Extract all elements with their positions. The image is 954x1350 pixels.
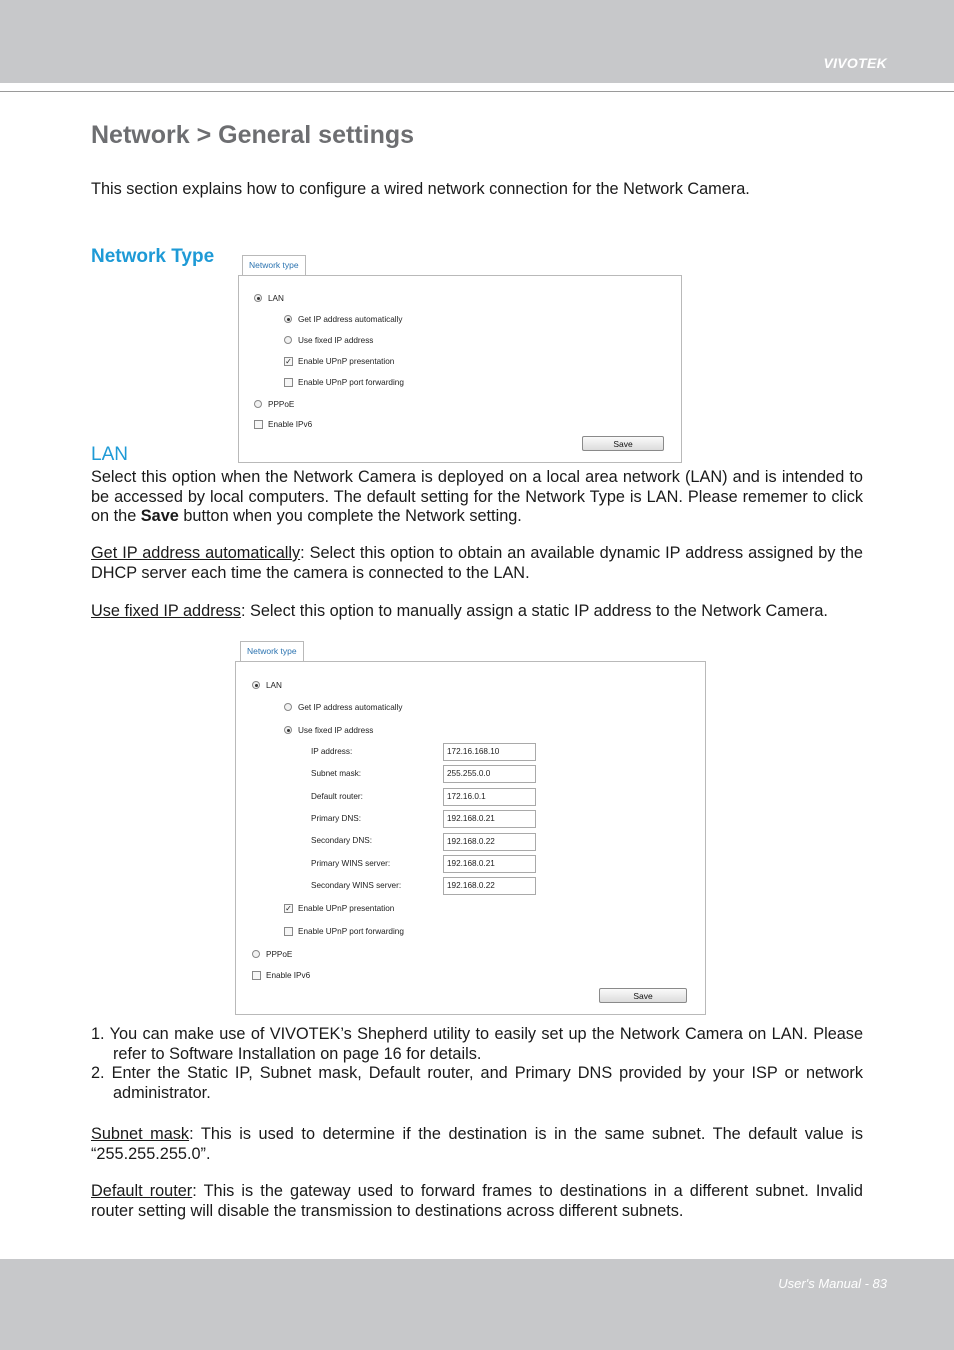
- subnet-mask-input[interactable]: 255.255.0.0: [443, 765, 536, 783]
- primary-wins-input[interactable]: 192.168.0.21: [443, 855, 536, 873]
- default-router-input[interactable]: 172.16.0.1: [443, 788, 536, 806]
- network-type-panel-fixed-ip: LAN Get IP address automatically Use fixed IP address IP address: 172.16.168.10 Subnet mask: 255.255.0.0 Default router: 172.16.0.1 Primary DNS: 192.168.0.21 Secondary DNS: 192.168.0.22 Primary WINS server: 192.168.0.21 Secondary WINS server: 192.168.0.22 ✓ Enable UPnP presentation Enable UPnP port forwarding PPPoE Enable IPv6 Save: [235, 661, 706, 1015]
- lan-paragraph: Select this option when the Network Camera is deployed on a local area network (LAN) and is intended to be accessed by local computers. The default setting for the Network Type is LAN. Please rememer to click on the Save button when you complete the Network setting.: [91, 468, 863, 525]
- section-heading-network-type: Network Type: [91, 246, 215, 267]
- page-number: User's Manual - 83: [778, 1276, 887, 1291]
- lan-radio[interactable]: [254, 294, 262, 302]
- ipv6-checkbox[interactable]: [254, 420, 263, 429]
- page-title: Network > General settings: [91, 121, 415, 149]
- use-fixed-ip-radio[interactable]: [284, 336, 292, 344]
- pppoe-radio[interactable]: [252, 950, 260, 958]
- upnp-presentation-checkbox[interactable]: ✓: [285, 357, 292, 366]
- primary-wins-label: Primary WINS server:: [311, 859, 391, 868]
- network-type-panel: LAN Get IP address automatically Use fixed IP address ✓ Enable UPnP presentation Enable UPnP port forwarding PPPoE Enable IPv6 Save: [238, 275, 682, 463]
- primary-dns-label: Primary DNS:: [311, 814, 362, 823]
- get-ip-auto-radio[interactable]: [284, 315, 292, 323]
- ip-address-label: IP address:: [311, 747, 353, 756]
- lan-radio[interactable]: [252, 681, 260, 689]
- page-footer: [0, 1259, 954, 1350]
- intro-paragraph: This section explains how to configure a wired network connection for the Network Camera.: [91, 180, 750, 198]
- upnp-presentation-checkbox[interactable]: ✓: [285, 904, 292, 913]
- default-router-paragraph: Default router: This is the gateway used to forward frames to destinations in a different subnet. Invalid router setting will disable the transmission to destinations across different subnets.: [91, 1182, 863, 1220]
- section-heading-lan: LAN: [91, 444, 128, 465]
- tab-network-type[interactable]: Network type: [242, 255, 306, 276]
- primary-dns-input[interactable]: 192.168.0.21: [443, 810, 536, 828]
- use-fixed-ip-radio[interactable]: [284, 726, 292, 734]
- secondary-dns-label: Secondary DNS:: [311, 836, 372, 845]
- upnp-port-forwarding-checkbox[interactable]: [284, 378, 293, 387]
- secondary-wins-input[interactable]: 192.168.0.22: [443, 877, 536, 895]
- list-item: 1. You can make use of VIVOTEK’s Shepherd utility to easily set up the Network Camera on LAN. Please refer to Software Installation on page 16 for details.: [91, 1025, 864, 1063]
- upnp-port-forwarding-checkbox[interactable]: [284, 927, 293, 936]
- list-item: 2. Enter the Static IP, Subnet mask, Default router, and Primary DNS provided by your ISP or network administrator.: [91, 1064, 863, 1102]
- secondary-dns-input[interactable]: 192.168.0.22: [443, 833, 536, 851]
- save-button[interactable]: Save: [599, 988, 687, 1003]
- get-ip-auto-radio[interactable]: [284, 703, 292, 711]
- ipv6-checkbox[interactable]: [252, 971, 261, 980]
- subnet-mask-label: Subnet mask:: [311, 769, 362, 778]
- tab-network-type-2[interactable]: Network type: [240, 641, 304, 662]
- default-router-label: Default router:: [311, 792, 363, 801]
- brand-label: VIVOTEK: [823, 55, 887, 71]
- save-button[interactable]: Save: [582, 436, 664, 451]
- subnet-mask-paragraph: Subnet mask: This is used to determine if the destination is in the same subnet. The default value is “255.255.255.0”.: [91, 1125, 863, 1163]
- fixed-ip-paragraph: Use fixed IP address: Select this option to manually assign a static IP address to the Network Camera.: [91, 602, 828, 620]
- ip-address-input[interactable]: 172.16.168.10: [443, 743, 536, 761]
- pppoe-radio[interactable]: [254, 400, 262, 408]
- header-divider: [0, 91, 954, 92]
- get-ip-paragraph: Get IP address automatically: Select this option to obtain an available dynamic IP address assigned by the DHCP server each time the camera is connected to the LAN.: [91, 544, 863, 582]
- page-header: [0, 0, 954, 83]
- secondary-wins-label: Secondary WINS server:: [311, 881, 402, 890]
